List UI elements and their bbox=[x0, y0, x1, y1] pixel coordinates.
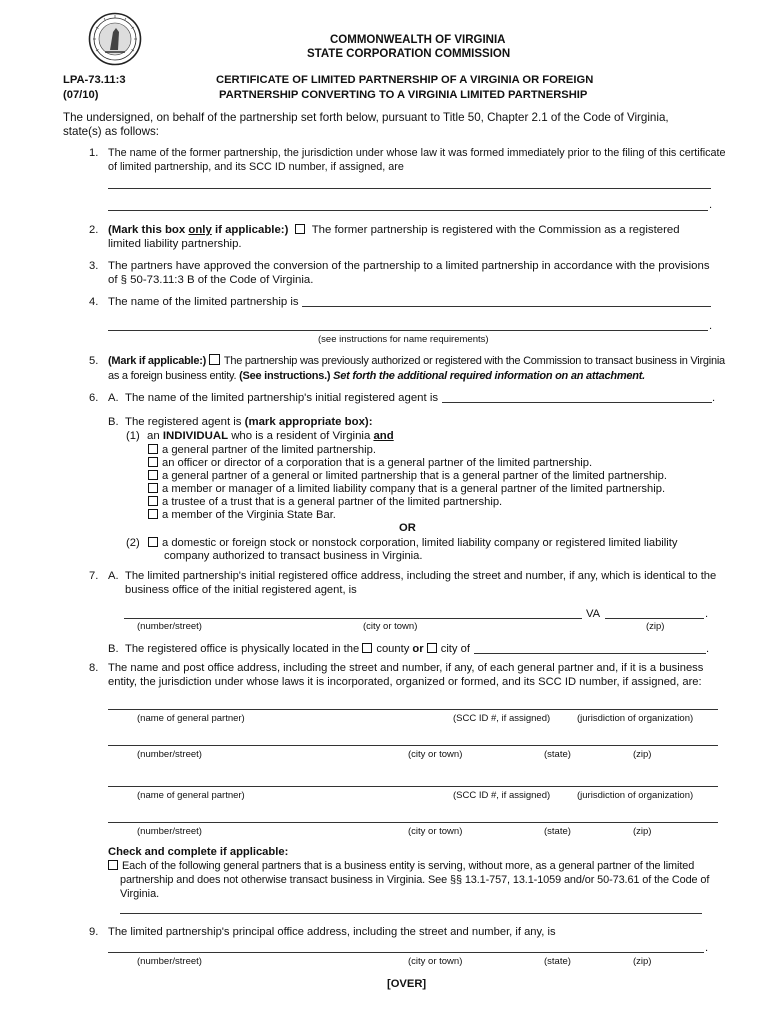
suboption-checkbox[interactable] bbox=[148, 470, 158, 480]
intro-line2: state(s) as follows: bbox=[63, 125, 159, 138]
item8-partner2-name-line[interactable] bbox=[108, 786, 718, 787]
item2-lead2: if applicable:) bbox=[211, 224, 289, 236]
item6-suboption-5[interactable] bbox=[148, 495, 502, 509]
item7b-city-checkbox[interactable] bbox=[427, 643, 437, 653]
item8-cap-juris-2: (jurisdiction of organization) bbox=[577, 790, 694, 801]
item6-opt2-line1: a domestic or foreign stock or nonstock corporation, limited liability company or registered limited liability bbox=[162, 537, 678, 549]
suboption-label: a general partner of a general or limited partnership that is a general partner of the limited partnership. bbox=[162, 470, 667, 482]
item8-cap-street: (number/street) bbox=[137, 749, 202, 760]
item7a-line2: business office of the initial registered agent, is bbox=[125, 584, 357, 596]
item8-number: 8. bbox=[89, 662, 99, 674]
item5-text2b: (See instructions.) bbox=[239, 370, 331, 382]
suboption-label: a general partner of the limited partnership. bbox=[162, 444, 376, 456]
suboption-label: an officer or director of a corporation that is a general partner of the limited partnership. bbox=[162, 457, 593, 469]
suboption-label: a member of the Virginia State Bar. bbox=[162, 509, 336, 521]
item3-line2: of § 50-73.11:3 B of the Code of Virginia. bbox=[108, 274, 314, 286]
item6-number: 6. bbox=[89, 392, 99, 404]
virginia-seal-logo bbox=[88, 12, 142, 66]
item6-suboption-4[interactable] bbox=[148, 482, 665, 496]
item8-check-heading: Check and complete if applicable: bbox=[108, 846, 289, 858]
item9-number: 9. bbox=[89, 926, 99, 938]
form-title-line2: PARTNERSHIP CONVERTING TO A VIRGINIA LIMITED PARTNERSHIP bbox=[219, 89, 588, 101]
suboption-label: a trustee of a trust that is a general partner of the limited partnership. bbox=[162, 496, 503, 508]
item8-partner1-name-line[interactable] bbox=[108, 709, 718, 710]
item3-line1: The partners have approved the conversion of the partnership to a limited partnership in accordance with the provisions bbox=[108, 260, 710, 272]
item8-cap-state: (state) bbox=[544, 749, 571, 760]
item1-answer-line-1[interactable] bbox=[108, 188, 711, 189]
item6a-label: A. bbox=[108, 392, 119, 404]
form-number: LPA-73.11:3 bbox=[63, 74, 126, 86]
item2-text2: limited liability partnership. bbox=[108, 238, 242, 250]
item8-line1: The name and post office address, including the street and number, if any, of each general partner and, if it is a business bbox=[108, 662, 704, 674]
item7a-line1: The limited partnership's initial registered office address, including the street and number, if any, which is identical to the bbox=[125, 570, 717, 582]
item9-period: . bbox=[705, 942, 709, 954]
item8-cap-city: (city or town) bbox=[408, 749, 463, 760]
item7b-label: B. bbox=[108, 643, 119, 655]
item8-cap-scc: (SCC ID #, if assigned) bbox=[453, 713, 551, 724]
footer-over: [OVER] bbox=[387, 978, 427, 990]
item3-number: 3. bbox=[89, 260, 99, 272]
item8-cap-name-2: (name of general partner) bbox=[137, 790, 245, 801]
item7b-period: . bbox=[706, 643, 710, 655]
item8-check-checkbox[interactable] bbox=[108, 860, 118, 870]
item7b-text: The registered office is physically located in the bbox=[125, 643, 360, 655]
item7b-locality-line[interactable] bbox=[474, 653, 706, 654]
item9-cap-city: (city or town) bbox=[408, 956, 463, 967]
item6-opt1-text: an bbox=[147, 430, 163, 442]
item1-line1: The name of the former partnership, the jurisdiction under whose law it was formed immediately prior to the filing of this certificate bbox=[108, 147, 726, 159]
item7a-zip-line[interactable] bbox=[605, 618, 704, 619]
item6-suboption-6[interactable] bbox=[148, 508, 336, 522]
intro-line1: The undersigned, on behalf of the partnership set forth below, pursuant to Title 50, Chapter 2.1 of the Code of Virginia, bbox=[63, 111, 669, 124]
item1-answer-line-2[interactable] bbox=[108, 210, 708, 211]
item7b-county-checkbox[interactable] bbox=[362, 643, 372, 653]
item6-opt1-text2: who is a resident of Virginia bbox=[228, 430, 374, 442]
item8-cap-state-2: (state) bbox=[544, 826, 571, 837]
item8-cap-zip-2: (zip) bbox=[633, 826, 652, 837]
item6-opt1-and: and bbox=[373, 430, 394, 442]
item8-check-line3: Virginia. bbox=[120, 888, 160, 900]
item6-or: OR bbox=[399, 522, 416, 534]
item7a-va: VA bbox=[586, 608, 601, 620]
item6-opt1-individual: INDIVIDUAL bbox=[162, 430, 229, 442]
item6-suboption-3[interactable] bbox=[148, 469, 667, 483]
item7a-address-line[interactable] bbox=[124, 618, 582, 619]
suboption-checkbox[interactable] bbox=[148, 444, 158, 454]
item5-text1: The partnership was previously authorized or registered with the Commission to transact business in Virginia bbox=[223, 355, 725, 367]
item8-partner1-address-line[interactable] bbox=[108, 745, 718, 746]
item8-check-line2: partnership and does not otherwise transact business in Virginia. See §§ 13.1-757, 13.1-1059 and/or 50-73.61 of the Code of bbox=[120, 874, 710, 886]
item8-check-line1: Each of the following general partners that is a business entity is serving, without more, as a general partner of the limited bbox=[122, 860, 695, 872]
item8-cap-city-2: (city or town) bbox=[408, 826, 463, 837]
item7b-county: county bbox=[376, 643, 410, 655]
form-title-line1: CERTIFICATE OF LIMITED PARTNERSHIP OF A VIRGINIA OR FOREIGN bbox=[216, 74, 594, 86]
item9-address-line[interactable] bbox=[108, 952, 704, 953]
item9-cap-state: (state) bbox=[544, 956, 571, 967]
item6a-period: . bbox=[712, 392, 716, 404]
item8-cap-zip: (zip) bbox=[633, 749, 652, 760]
suboption-label: a member or manager of a limited liability company that is a general partner of the limited partnership. bbox=[162, 483, 666, 495]
item4-name-line-1[interactable] bbox=[302, 306, 711, 307]
item6-opt2-label: (2) bbox=[126, 537, 140, 549]
item8-cap-scc-2: (SCC ID #, if assigned) bbox=[453, 790, 551, 801]
item5-checkbox[interactable] bbox=[209, 354, 220, 365]
item2-number: 2. bbox=[89, 224, 99, 236]
suboption-checkbox[interactable] bbox=[148, 496, 158, 506]
item4-number: 4. bbox=[89, 296, 99, 308]
item8-line2: entity, the jurisdiction under whose laws it is incorporated, organized or formed, and its SCC ID number, if assigned, are: bbox=[108, 676, 702, 688]
item4-caption: (see instructions for name requirements) bbox=[318, 334, 489, 345]
item2-text1: The former partnership is registered with the Commission as a registered bbox=[311, 224, 680, 236]
item1-number: 1. bbox=[89, 147, 99, 159]
item6-suboption-2[interactable] bbox=[148, 456, 592, 470]
item7-number: 7. bbox=[89, 570, 99, 582]
suboption-checkbox[interactable] bbox=[148, 483, 158, 493]
item4-text: The name of the limited partnership is bbox=[108, 296, 299, 308]
item8-cap-name: (name of general partner) bbox=[137, 713, 245, 724]
item2-checkbox[interactable] bbox=[295, 224, 305, 234]
item8-partner2-address-line[interactable] bbox=[108, 822, 718, 823]
item1-line2: of limited partnership, and its SCC ID number, if assigned, are bbox=[108, 161, 404, 173]
item6-opt2-line2: company authorized to transact business in Virginia. bbox=[164, 550, 423, 562]
item7a-cap-zip: (zip) bbox=[646, 621, 665, 632]
item6-opt1-label: (1) bbox=[126, 430, 140, 442]
suboption-checkbox[interactable] bbox=[148, 509, 158, 519]
item7a-cap-city: (city or town) bbox=[363, 621, 418, 632]
item6-suboption-1[interactable] bbox=[148, 443, 376, 457]
header-commonwealth: COMMONWEALTH OF VIRGINIA bbox=[330, 34, 506, 46]
item7a-label: A. bbox=[108, 570, 119, 582]
item6-opt2-checkbox[interactable] bbox=[148, 537, 158, 547]
item6a-text: The name of the limited partnership's initial registered agent is bbox=[125, 392, 439, 404]
item7a-cap-street: (number/street) bbox=[137, 621, 202, 632]
item6a-agent-name-line[interactable] bbox=[442, 402, 712, 403]
item7b-city: city of bbox=[440, 643, 470, 655]
item9-text: The limited partnership's principal office address, including the street and number, if any, is bbox=[108, 926, 556, 938]
item6b-bold: (mark appropriate box): bbox=[244, 416, 373, 428]
header-commission: STATE CORPORATION COMMISSION bbox=[307, 48, 511, 60]
item2-lead: (Mark this box bbox=[108, 224, 189, 236]
suboption-checkbox[interactable] bbox=[148, 457, 158, 467]
item5-number: 5. bbox=[89, 355, 99, 367]
item7a-period: . bbox=[705, 608, 709, 620]
item5-text2a: as a foreign business entity. bbox=[108, 370, 237, 382]
item5-lead: (Mark if applicable:) bbox=[108, 355, 207, 367]
item6b-text: The registered agent is bbox=[125, 416, 245, 428]
item9-cap-zip: (zip) bbox=[633, 956, 652, 967]
item8-cap-juris: (jurisdiction of organization) bbox=[577, 713, 694, 724]
item9-cap-street: (number/street) bbox=[137, 956, 202, 967]
item8-cap-street-2: (number/street) bbox=[137, 826, 202, 837]
item8-check-answer-line[interactable] bbox=[120, 913, 702, 914]
item4-name-line-2[interactable] bbox=[108, 330, 708, 331]
item1-period: . bbox=[709, 199, 713, 211]
item4-period: . bbox=[709, 320, 713, 332]
item6b-label: B. bbox=[108, 416, 119, 428]
item2-only: only bbox=[188, 224, 212, 236]
form-date: (07/10) bbox=[63, 89, 99, 101]
item7b-or: or bbox=[412, 643, 424, 655]
item5-text2c: Set forth the additional required information on an attachment. bbox=[333, 370, 645, 382]
